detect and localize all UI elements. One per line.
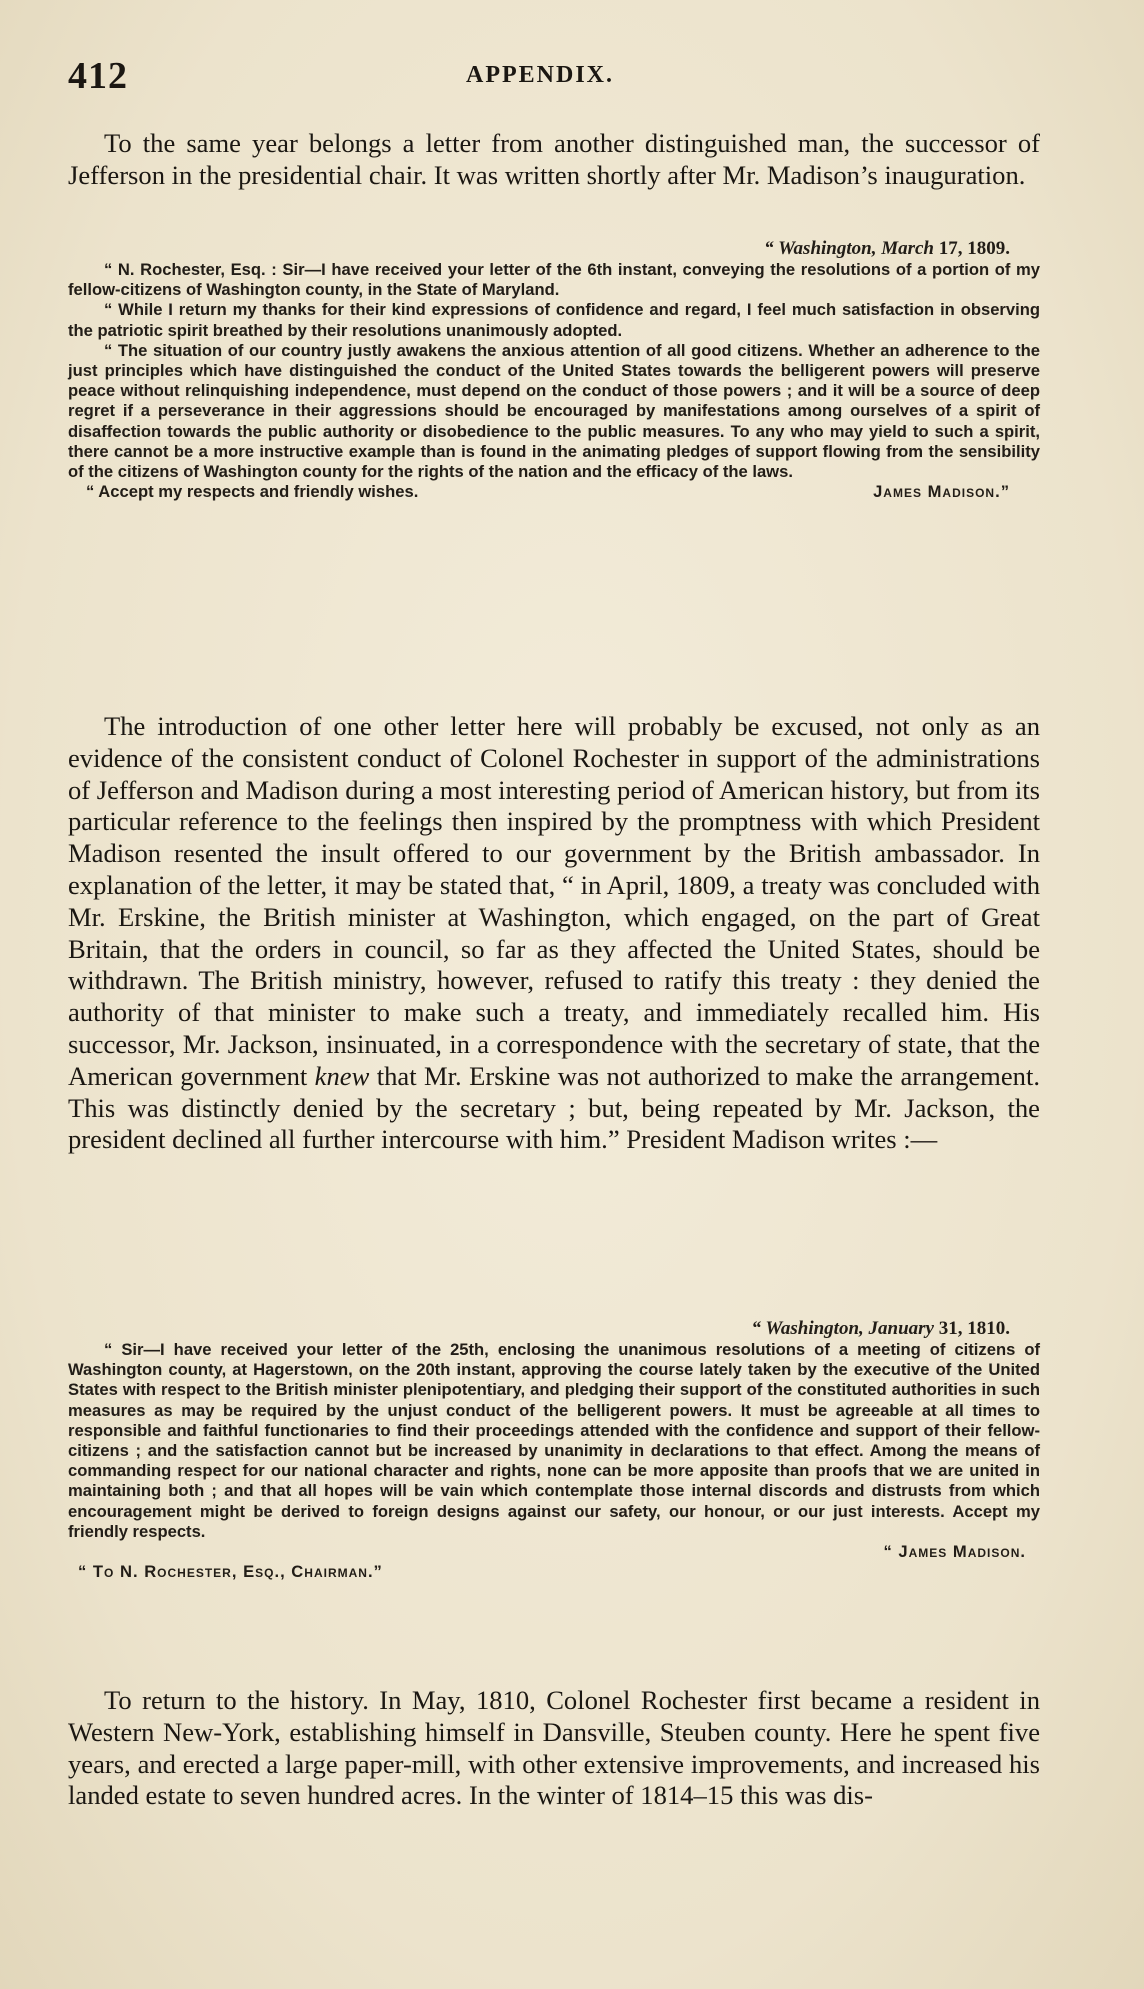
letter2-dateline [68,1318,1040,1340]
paragraph3-text: To return to the history. In May, 1810, Colonel Rochester first became a resident in Western New-York, establishing himself in Dansville, Steuben county. Here he spent five years, and erected a large paper-mill, with other extensive improvements, and increased his landed estate to seven hundred acres. In the winter of 1814–15 this was dis- [68,1685,1040,1811]
letter1-paragraph: “ The situation of our country justly awakens the anxious attention of all good citizens. Whether an adherence to the just principles which have distinguished the conduct of the United States towards the belligerent powers will preserve peace without relinquishing independence, must depend on the conduct of those powers ; and it will be a source of deep regret if a perseverance in their aggressions should be encouraged by manifestations among ourselves of a spirit of disaffection towards the public authority or disobedience to the public measures. To any who may yield to such a spirit, there cannot be a more instructive example than is found in the animating pledges of support flowing from the sensibility of the citizens of Washington county for the rights of the nation and the efficacy of the laws. [68,340,1040,482]
intro-paragraph-text: To the same year belongs a letter from another distinguished man, the successor of Jefferson in the presidential chair. It was written shortly after Mr. Madison’s inauguration. [68,128,1040,190]
letter1-closing-line [68,482,1040,502]
letter1-dateline [68,238,1040,260]
letter1-closing: “ Accept my respects and friendly wishes. [86,482,419,502]
letter2-signature: “ James Madison. [883,1542,1026,1562]
body-paragraph-3 [68,1685,1040,1812]
paragraph2-end: that Mr. Erskine was not authorized to make the arrangement. This was distinctly denied by the secretary ; but, being repeated by Mr. Jackson, the president declined all further intercourse with him.” President Madison writes :— [68,1060,1040,1155]
letter2-body: “ Sir—I have received your letter of the 25th, enclosing the unanimous resolutions of a meeting of citizens of Washington county, at Hagerstown, on the 20th instant, approving the course lately taken by the executive of the United States with respect to the British minister plenipotentiary, and pledging their support of the constituted authorities in such measures as may be required by the unjust conduct of the belligerent powers. It must be agreeable at all times to responsible and faithful functionaries to find their proceedings attended with the confidence and support of their fellow-citizens ; and the satisfaction cannot but be increased by unanimity in declarations to that effect. Among the means of commanding respect for our national character and rights, none can be more apposite than proofs that we are united in maintaining both ; and that all hopes will be vain which contemplate those internal discords and distrusts from which encouragement might be derived to foreign designs against our safety, our honour, or our just interests. Accept my friendly respects. [68,1340,1040,1541]
paragraph2-emphasis: knew [314,1060,370,1091]
letter1-dateline-place: “ Washington, March [764,238,934,259]
letter1-paragraph: “ While I return my thanks for their kind expressions of confidence and regard, I feel much satisfaction in observing the patriotic spirit breathed by their resolutions unanimously adopted. [68,300,1040,340]
letter1-paragraph: “ N. Rochester, Esq. : Sir—I have received your letter of the 6th instant, conveying the resolutions of a portion of my fellow-citizens of Washington county, in the State of Maryland. [68,260,1040,300]
letter2-dateline-place: “ Washington, January [751,1318,934,1339]
letter2-addressee: “ To N. Rochester, Esq., Chairman.” [78,1562,383,1582]
page-header [68,52,1048,102]
paragraph2-main: The introduction of one other letter here will probably be excused, not only as an evidence of the consistent conduct of Colonel Rochester in support of the administrations of Jefferson and Madison during a most interesting period of American history, but from its particular reference to the feelings then inspired by the promptness with which President Madison resented the insult offered to our government by the British ambassador. In explanation of the letter, it may be stated that, “ in April, 1809, a treaty was concluded with Mr. Erskine, the British minister at Washington, which engaged, on the part of Great Britain, that the orders in council, so far as they affected the United States, should be withdrawn. The British ministry, however, refused to ratify this treaty : they denied the authority of that minister to make such a treaty, and immediately recalled him. His successor, Mr. Jackson, insinuated, in a correspondence with the secretary of state, that the American government [68,711,1040,1091]
madison-letter-1809 [68,238,1040,502]
body-paragraph-2 [68,711,1040,1156]
running-head: APPENDIX. [466,62,614,88]
intro-paragraph [68,128,1040,192]
madison-letter-1810 [68,1318,1040,1582]
paragraph2-text [68,711,1040,1156]
letter2-dateline-date: 31, 1810. [934,1318,1010,1339]
page-number: 412 [68,55,128,97]
letter1-dateline-date: 17, 1809. [934,238,1010,259]
letter1-signature: James Madison.” [873,482,1010,502]
